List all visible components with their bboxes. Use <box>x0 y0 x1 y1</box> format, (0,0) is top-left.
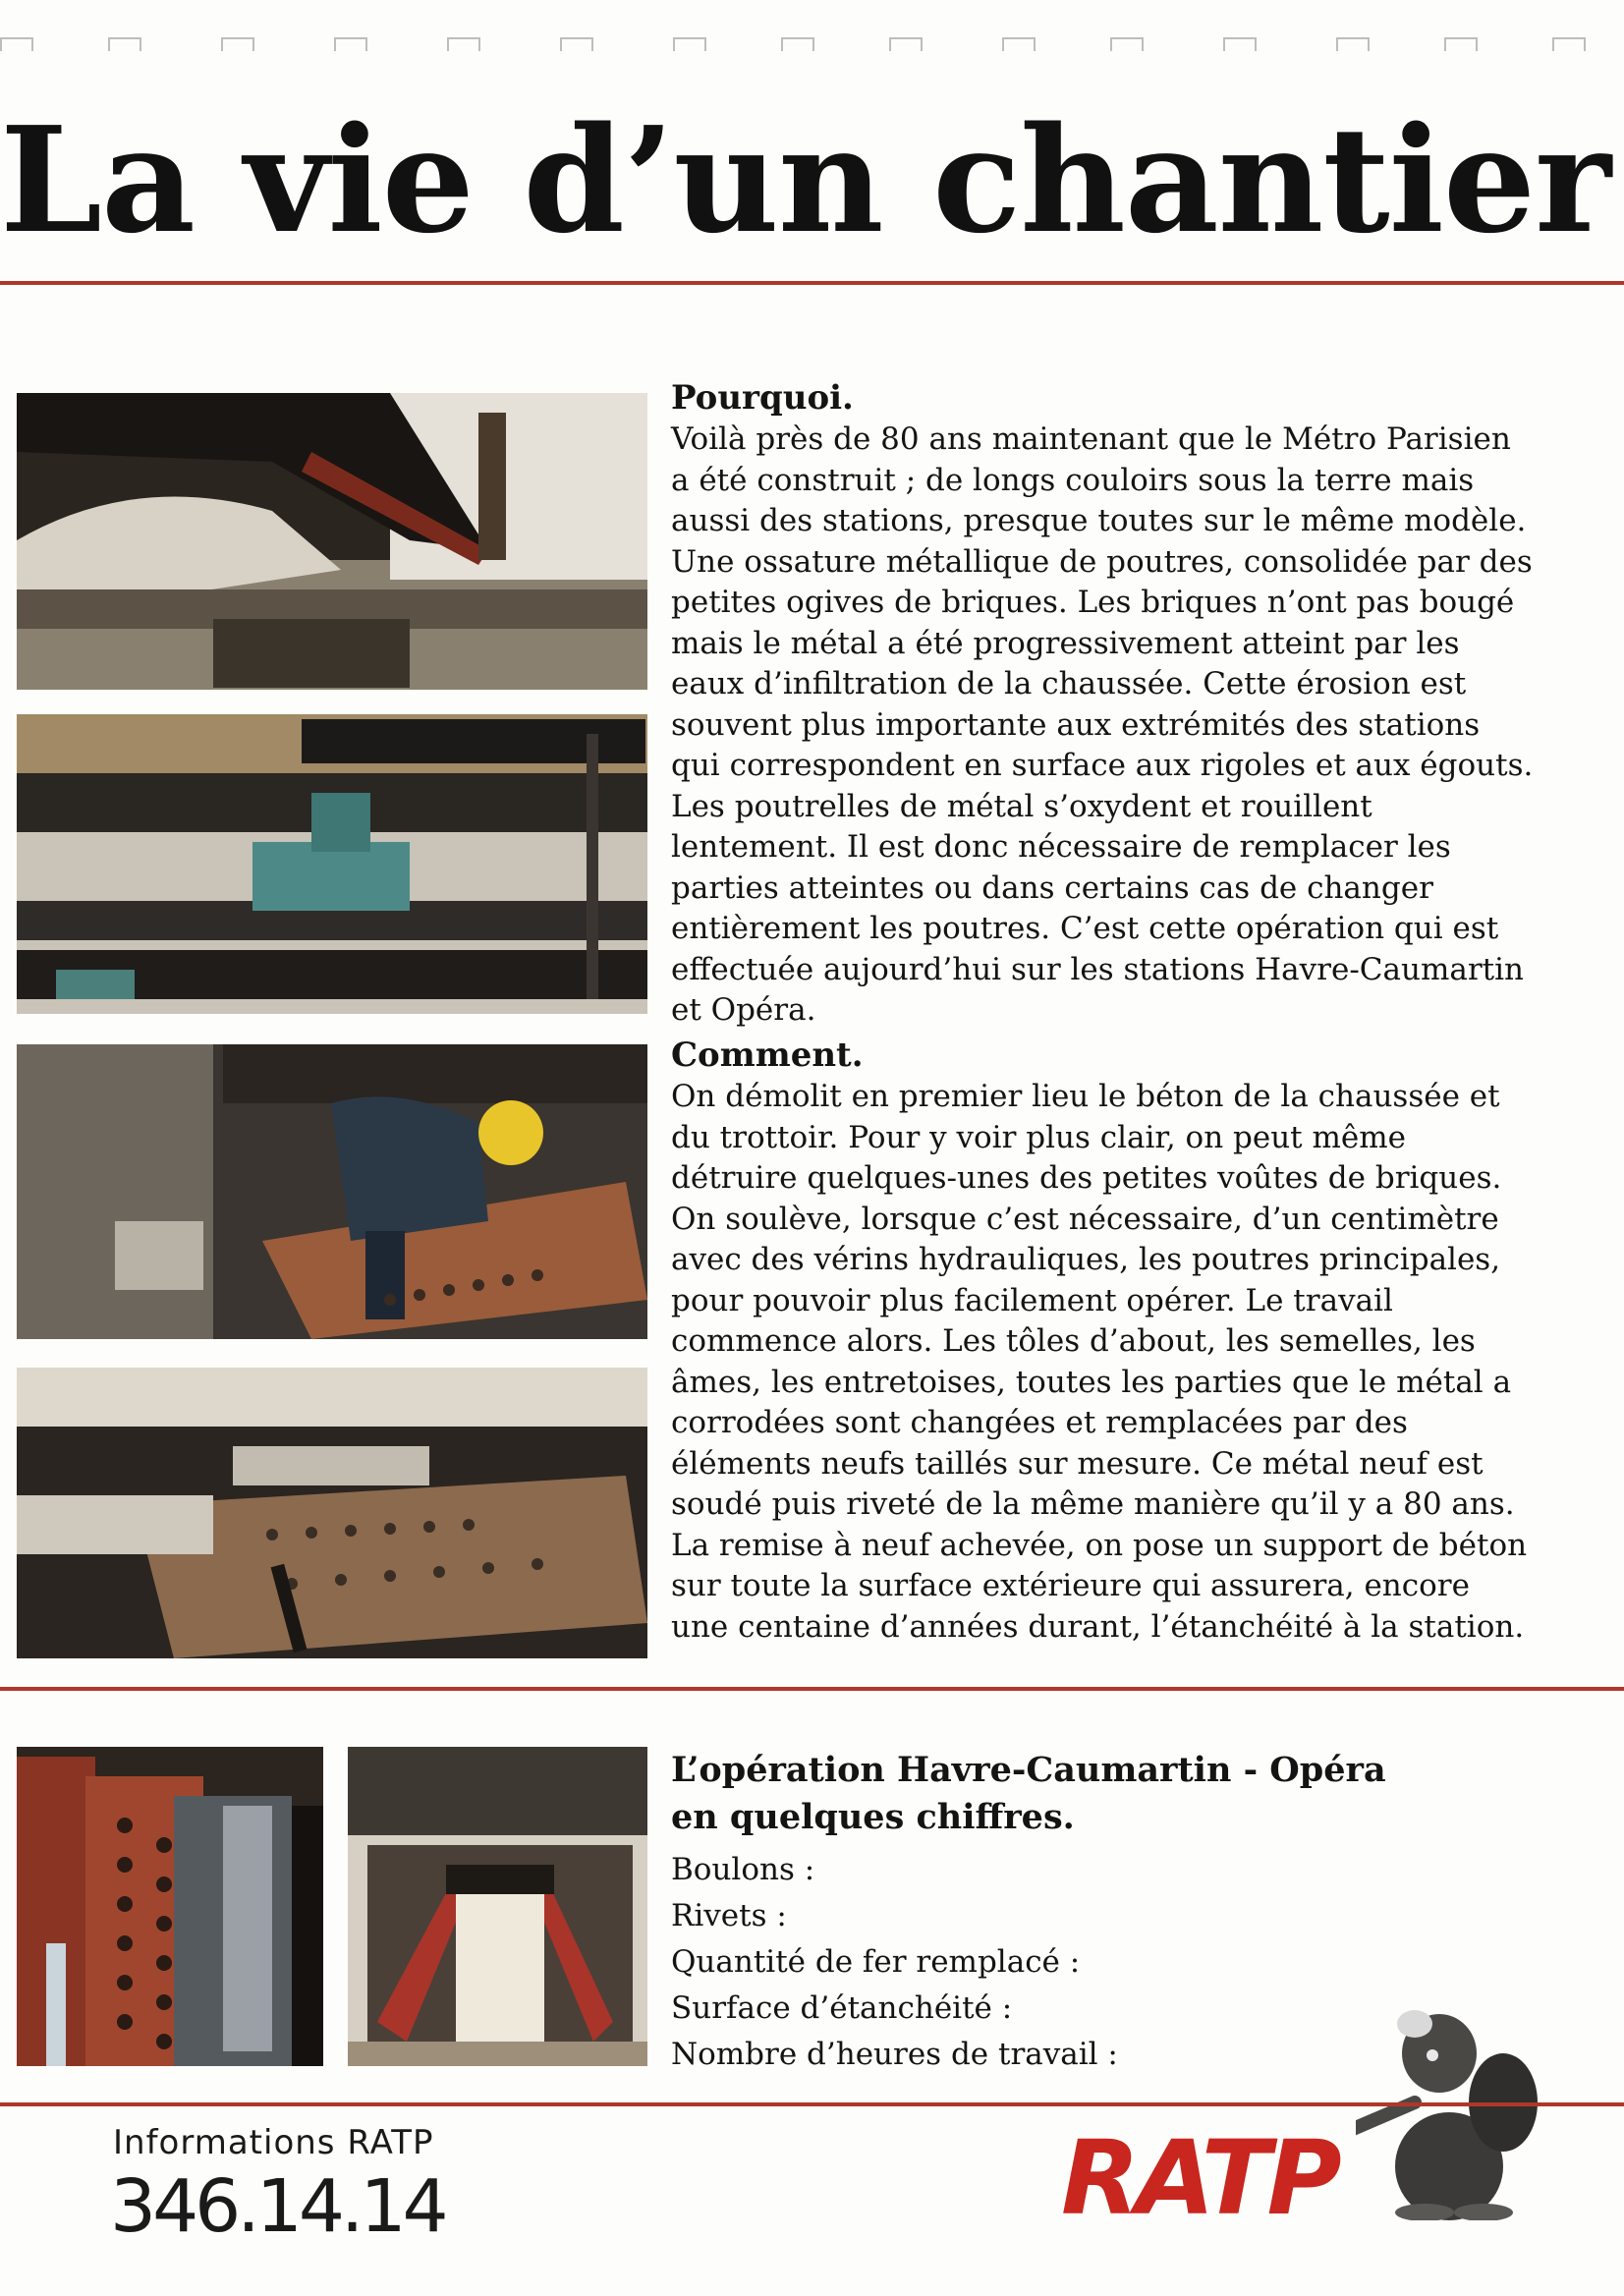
stats-item: Boulons : <box>671 1852 815 1887</box>
info-phone-number: 346.14.14 <box>110 2164 445 2249</box>
info-label: Informations RATP <box>113 2123 434 2162</box>
page-title: La vie d’un chantier <box>0 94 1611 265</box>
photo-riveted-column <box>17 1747 323 2066</box>
section-pourquoi <box>671 376 1536 1032</box>
section-comment <box>671 1034 1536 1648</box>
stats-title <box>671 1747 1536 1841</box>
ratp-logo-text: RATP <box>1061 2127 1338 2225</box>
photo-beam-frame <box>348 1747 647 2066</box>
stats-title-line: L’opération Havre-Caumartin - Opéra <box>671 1750 1386 1790</box>
photo-worker <box>17 1044 647 1339</box>
stats-item: Surface d’étanchéité : <box>671 1990 1013 2026</box>
section-body: On soulève, lorsque c’est nécessaire, d’un centimètre avec des vérins hydrauliques, les poutres principales, pour pouvoir plus facilement opérer. Le travail commence alors. Les tôles d’about, les semelles, les âmes, les entretoises, toutes les parties que le métal a corrodées sont changées et remplacées par des éléments neufs taillés sur mesure. Ce métal neuf est soudé puis riveté de la même manière qu’il y a 80 ans. La remise à neuf achevée, on pose un support de béton sur toute la surface extérieure qui assurera, encore une centaine d’années durant, l’étanchéité à la station. <box>671 1201 1528 1645</box>
photo-hydraulic-jacks <box>17 714 647 1014</box>
photo-excavation <box>17 393 647 690</box>
stats-list <box>671 1847 1118 2078</box>
stats-item: Rivets : <box>671 1898 787 1933</box>
photo-riveted-plates <box>17 1368 647 1658</box>
stats-item: Quantité de fer remplacé : <box>671 1944 1081 1980</box>
section-heading: Comment. <box>671 1036 864 1075</box>
stats-item: Nombre d’heures de travail : <box>671 2037 1118 2072</box>
top-perforation <box>0 37 1624 59</box>
section-body: Voilà près de 80 ans maintenant que le Métro Parisien a été construit ; de longs couloirs sous la terre mais aussi des stations, presque toutes sur le même modèle. Une ossature métallique de poutres, consolidée par des petites ogives de briques. Les briques n’ont pas bougé mais le métal a été progressivement atteint par les eaux d’infiltration de la chaussée. Cette érosion est souvent plus importante aux extrémités des stations qui correspondent en surface aux rigoles et aux égouts. Les poutrelles de métal s’oxydent et rouillent lentement. Il est donc nécessaire de remplacer les parties atteintes ou dans certains cas de changer entièrement les poutres. C’est cette opération qui est effectuée aujourd’hui sur les stations Havre-Caumartin et Opéra. <box>671 421 1534 1028</box>
section-body: On démolit en premier lieu le béton de la chaussée et du trottoir. Pour y voir plus clair, on peut même détruire quelques-unes des petites voûtes de briques. <box>671 1079 1502 1196</box>
title-rule <box>0 281 1624 285</box>
stats-title-line: en quelques chiffres. <box>671 1797 1075 1837</box>
ratp-logo <box>1051 2127 1395 2225</box>
section-heading: Pourquoi. <box>671 378 854 418</box>
section-rule <box>0 1687 1624 1691</box>
footer-rule <box>0 2102 1624 2106</box>
